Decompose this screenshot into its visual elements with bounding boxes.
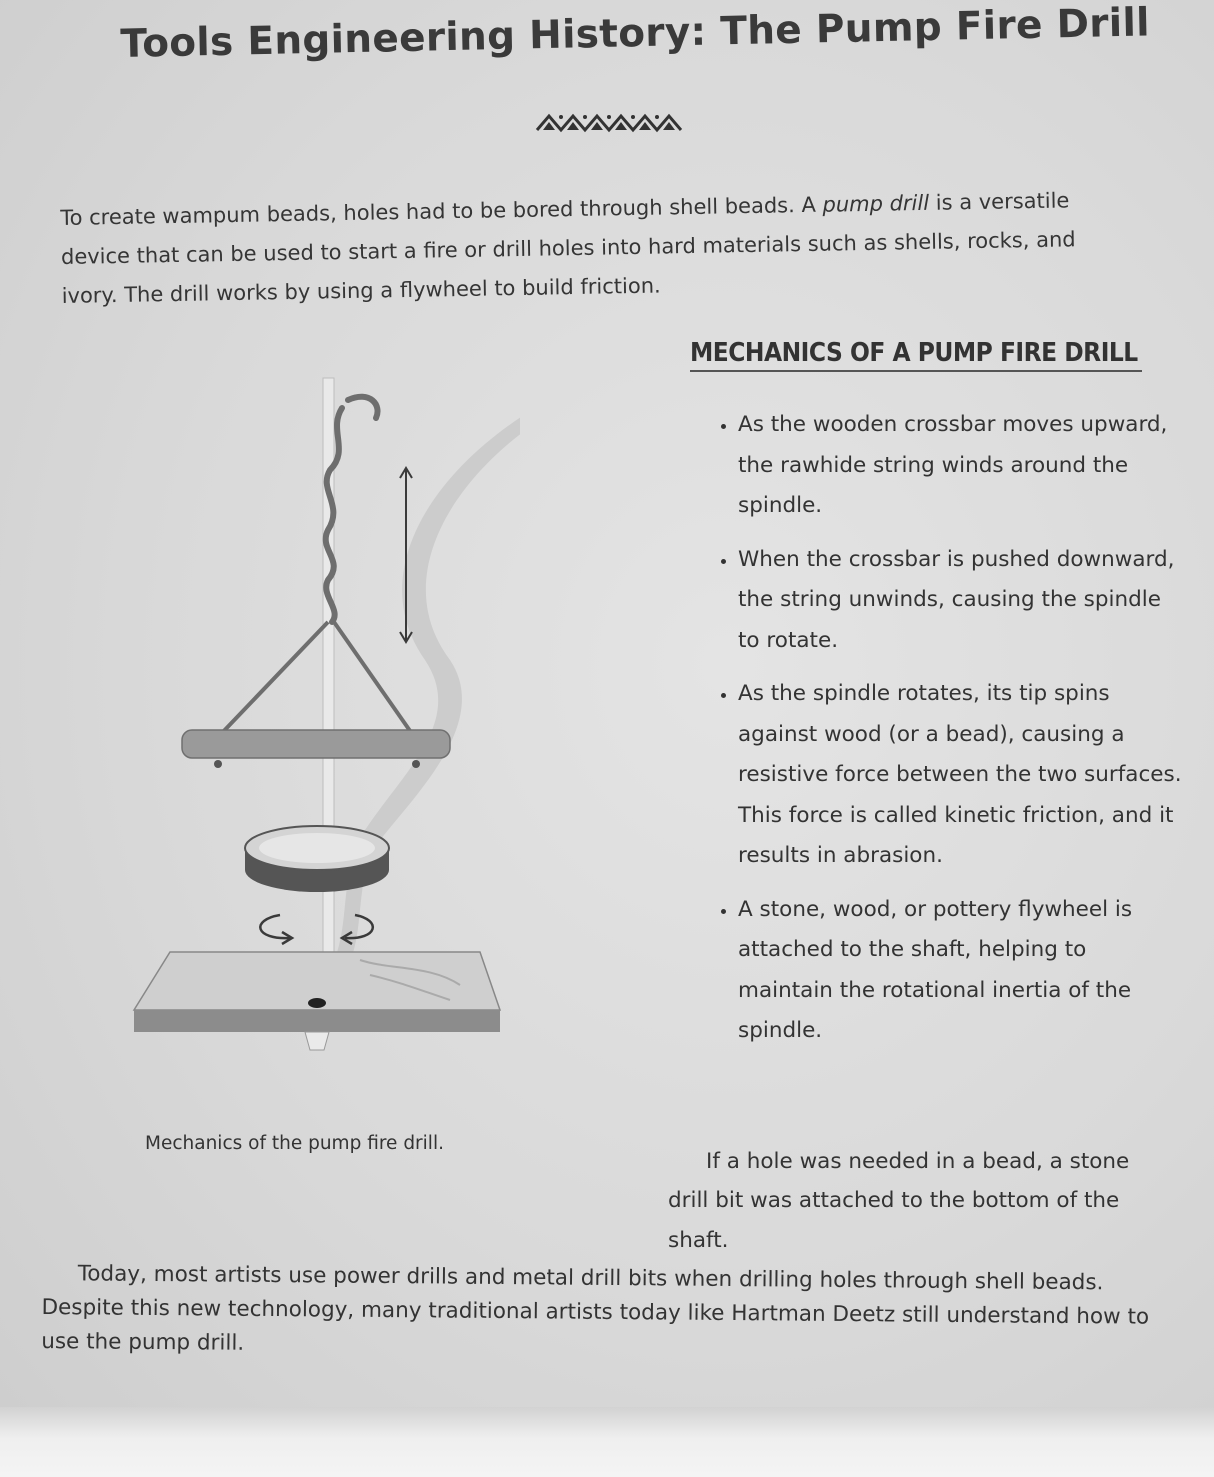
intro-paragraph xyxy=(60,181,1122,316)
string-right xyxy=(334,622,415,738)
list-item: • When the crossbar is pushed downward, the string unwinds, causing the spindle to rotate. xyxy=(738,540,1188,662)
page-title: Tools Engineering History: The Pump Fire Drill xyxy=(120,0,1151,67)
ember-dust xyxy=(305,1032,329,1050)
smoke-plume xyxy=(325,405,520,980)
list-item: • As the spindle rotates, its tip spins against wood (or a bead), causing a resistive force between the two surfaces. This force is called kinetic friction, and it results in abrasion. xyxy=(738,674,1188,877)
zigzag-ornament-icon xyxy=(535,108,685,138)
figure-caption: Mechanics of the pump fire drill. xyxy=(145,1133,444,1154)
intro-italic-term: pump drill xyxy=(822,190,930,217)
hole-paragraph: If a hole was needed in a bead, a stone drill bit was attached to the bottom of the shaft. xyxy=(668,1148,1130,1253)
intro-text-1: To create wampum beads, holes had to be bored through shell beads. A xyxy=(60,192,823,230)
wooden-crossbar xyxy=(182,730,450,758)
list-item: • As the wooden crossbar moves upward, the rawhide string winds around the spindle. xyxy=(738,405,1188,527)
wood-plank xyxy=(134,952,500,1032)
intro-text-2: is a versatile device that can be used to start a fire or drill holes into hard materials such as shells, rocks, and ivory. The drill works by using a flywheel to build friction. xyxy=(60,188,1076,308)
pump-drill-illustration xyxy=(120,360,520,1110)
string-left xyxy=(220,622,328,735)
drill-hole xyxy=(308,998,326,1008)
mechanics-heading: MECHANICS OF A PUMP FIRE DRILL xyxy=(690,338,1142,372)
list-item: • A stone, wood, or pottery flywheel is attached to the shaft, helping to maintain the rotational inertia of the spindle. xyxy=(738,890,1188,1052)
torn-paper-edge xyxy=(0,1407,1214,1477)
flywheel xyxy=(245,826,389,892)
final-paragraph: Today, most artists use power drills and metal drill bits when drilling holes through shell beads. Despite this new technology, many traditional artists today like Hartman Deetz still understand how to use the pump drill. xyxy=(41,1260,1150,1356)
mechanics-list xyxy=(712,405,1188,1065)
